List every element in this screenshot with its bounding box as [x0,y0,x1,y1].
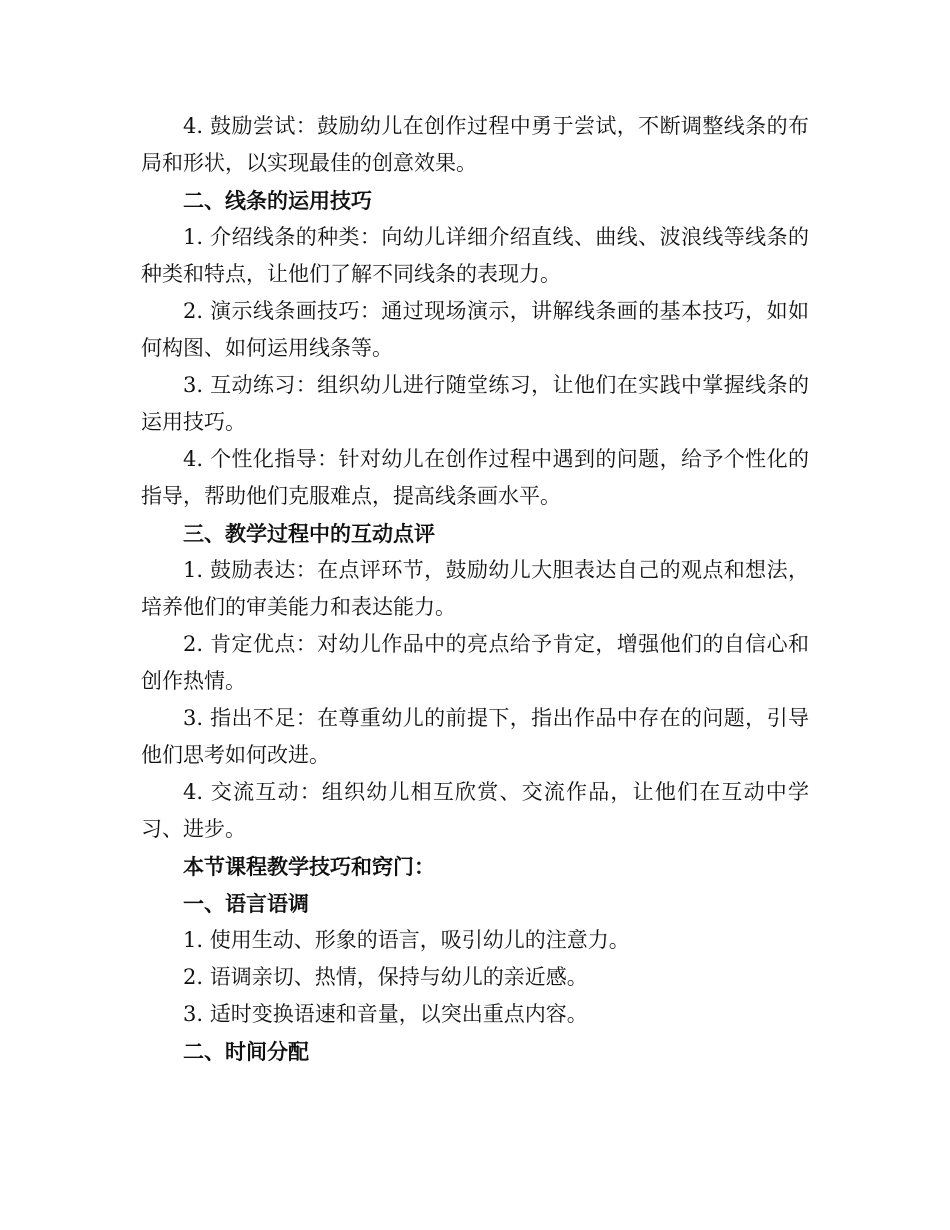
document-body [141,108,809,1070]
section-heading: 三、教学过程中的互动点评 [183,521,435,546]
paragraph: 3. 互动练习：组织幼儿进行随堂练习，让他们在实践中掌握线条的运用技巧。 [141,373,809,434]
paragraph: 1. 介绍线条的种类：向幼儿详细介绍直线、曲线、波浪线等线条的种类和特点，让他们了解不同线条的表现力。 [141,225,809,286]
paragraph: 4. 个性化指导：针对幼儿在创作过程中遇到的问题，给予个性化的指导，帮助他们克服难点，提高线条画水平。 [141,447,809,508]
paragraph: 4. 鼓励尝试：鼓励幼儿在创作过程中勇于尝试，不断调整线条的布局和形状，以实现最佳的创意效果。 [141,114,809,175]
paragraph: 1. 鼓励表达：在点评环节，鼓励幼儿大胆表达自己的观点和想法，培养他们的审美能力和表达能力。 [141,558,809,619]
section-heading: 一、语言语调 [183,891,309,916]
paragraph: 2. 演示线条画技巧：通过现场演示，讲解线条画的基本技巧，如如何构图、如何运用线条等。 [141,299,809,360]
section-heading: 本节课程教学技巧和窍门： [183,854,435,879]
paragraph: 2. 肯定优点：对幼儿作品中的亮点给予肯定，增强他们的自信心和创作热情。 [141,632,809,693]
paragraph: 1. 使用生动、形象的语言，吸引幼儿的注意力。 [183,928,630,952]
paragraph: 3. 指出不足：在尊重幼儿的前提下，指出作品中存在的问题，引导他们思考如何改进。 [141,706,809,767]
paragraph: 3. 适时变换语速和音量，以突出重点内容。 [183,1002,588,1026]
section-heading: 二、时间分配 [183,1039,309,1064]
paragraph: 2. 语调亲切、热情，保持与幼儿的亲近感。 [183,965,588,989]
paragraph: 4. 交流互动：组织幼儿相互欣赏、交流作品，让他们在互动中学习、进步。 [141,780,809,841]
section-heading: 二、线条的运用技巧 [183,188,372,213]
